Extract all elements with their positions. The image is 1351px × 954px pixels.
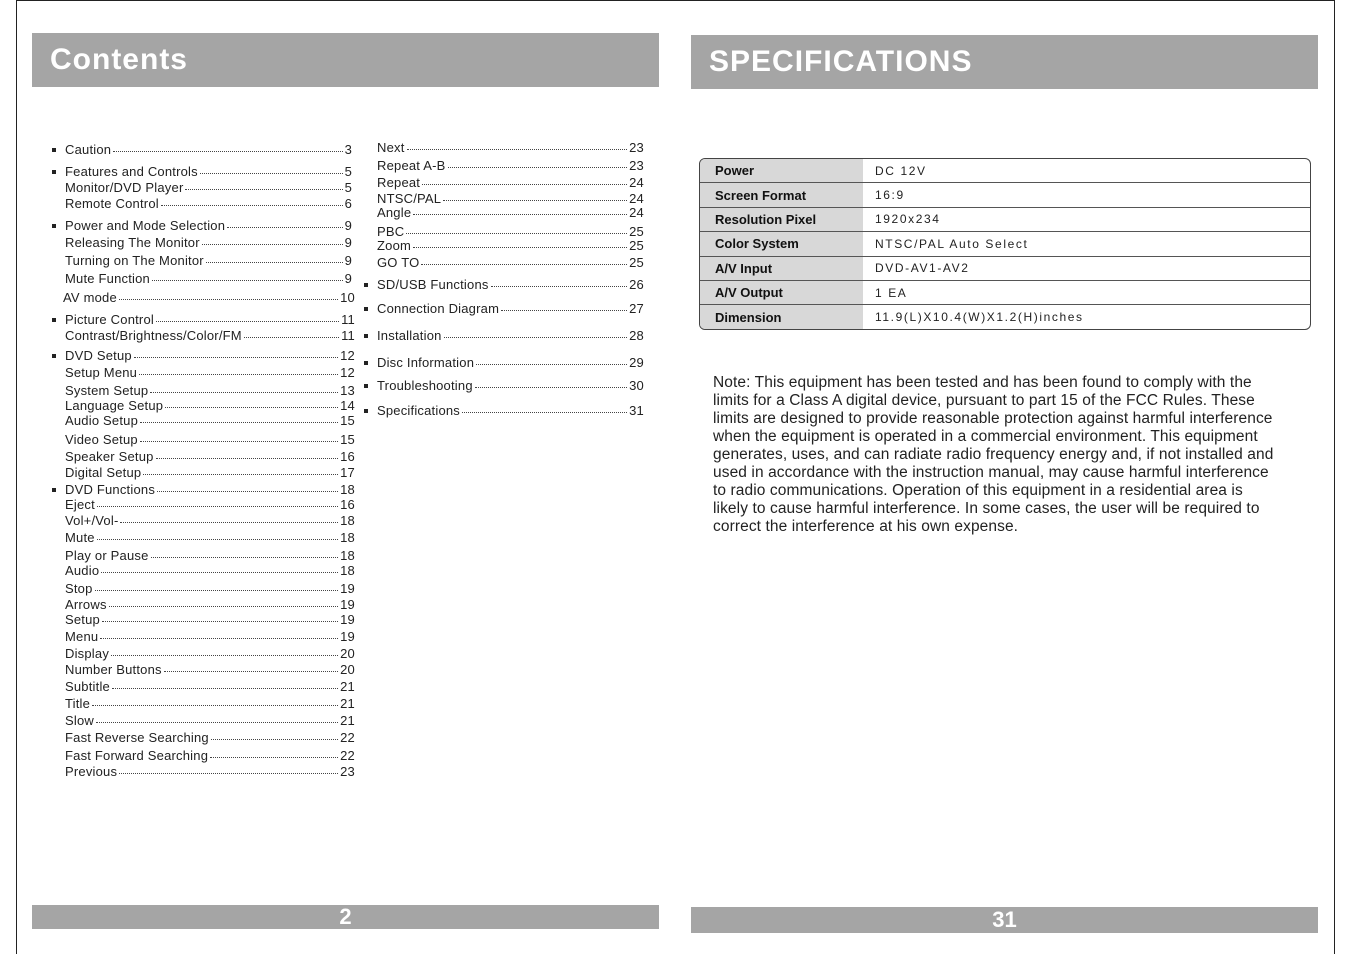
toc-entry xyxy=(377,403,644,418)
toc-entry xyxy=(65,180,352,195)
toc-entry xyxy=(65,432,355,447)
toc-page-number: 9 xyxy=(344,218,352,233)
toc-entry xyxy=(377,255,644,270)
dot-leader xyxy=(92,696,338,706)
spec-row xyxy=(700,232,1310,256)
bullet-icon xyxy=(364,384,368,388)
bullet-icon xyxy=(364,361,368,365)
toc-page-number: 16 xyxy=(340,449,355,464)
toc-label: Power and Mode Selection xyxy=(65,218,226,233)
dot-leader xyxy=(161,196,343,206)
dot-leader xyxy=(151,548,339,558)
dot-leader xyxy=(165,398,338,408)
dot-leader xyxy=(407,140,628,150)
toc-entry xyxy=(65,365,355,380)
dot-leader xyxy=(150,383,338,393)
toc-page-number: 9 xyxy=(344,235,352,250)
toc-label: Angle xyxy=(377,205,412,220)
toc-page-number: 22 xyxy=(340,730,355,745)
toc-label: Contrast/Brightness/Color/FM xyxy=(65,328,242,343)
toc-page-number: 20 xyxy=(340,646,355,661)
dot-leader xyxy=(140,413,338,423)
spec-row xyxy=(700,305,1310,328)
spec-row xyxy=(700,159,1310,183)
toc-entry xyxy=(65,748,355,763)
toc-label: Subtitle xyxy=(65,679,110,694)
toc-page-number: 19 xyxy=(340,612,355,627)
toc-page-number: 11 xyxy=(341,312,355,327)
dot-leader xyxy=(406,224,627,234)
toc-label: Previous xyxy=(65,764,118,779)
toc-entry xyxy=(65,348,355,363)
bullet-icon xyxy=(364,334,368,338)
toc-page-number: 15 xyxy=(340,413,355,428)
toc-label: Remote Control xyxy=(65,196,159,211)
toc-label: DVD Setup xyxy=(65,348,132,363)
dot-leader xyxy=(102,612,338,622)
dot-leader xyxy=(210,748,338,758)
toc-page-number: 21 xyxy=(340,679,355,694)
toc-entry xyxy=(65,196,352,211)
toc-label: Menu xyxy=(65,629,99,644)
right-page-footer xyxy=(691,907,1318,933)
toc-label: Vol+/Vol- xyxy=(65,513,119,528)
contents-title: Contents xyxy=(50,43,188,76)
bullet-icon xyxy=(52,354,56,358)
dot-leader xyxy=(157,482,338,492)
toc-label: Releasing The Monitor xyxy=(65,235,200,250)
toc-label: Specifications xyxy=(377,403,461,418)
right-page-edge xyxy=(1334,0,1335,954)
toc-entry xyxy=(65,679,355,694)
bullet-icon xyxy=(364,283,368,287)
toc-label: Installation xyxy=(377,328,442,343)
toc-label: Audio xyxy=(65,563,100,578)
toc-label: Digital Setup xyxy=(65,465,142,480)
toc-page-number: 24 xyxy=(629,205,644,220)
toc-label: Play or Pause xyxy=(65,548,149,563)
right-page-number: 31 xyxy=(992,907,1017,932)
toc-label: Arrows xyxy=(65,597,107,612)
dot-leader xyxy=(97,497,338,507)
toc-label: Turning on The Monitor xyxy=(65,253,204,268)
toc-entry xyxy=(377,158,644,173)
spec-value: NTSC/PAL Auto Select xyxy=(875,236,1029,251)
dot-leader xyxy=(113,142,342,152)
bullet-icon xyxy=(52,224,56,228)
toc-entry xyxy=(65,398,355,413)
toc-page-number: 3 xyxy=(344,142,352,157)
toc-page-number: 20 xyxy=(340,662,355,677)
dot-leader xyxy=(491,277,628,287)
dot-leader xyxy=(448,158,628,168)
toc-entry xyxy=(65,164,352,179)
spec-value: DVD-AV1-AV2 xyxy=(875,261,970,276)
contents-header xyxy=(32,33,659,87)
toc-page-number: 25 xyxy=(629,255,644,270)
dot-leader xyxy=(476,355,627,365)
toc-page-number: 31 xyxy=(629,403,644,418)
toc-page-number: 19 xyxy=(340,629,355,644)
toc-label: AV mode xyxy=(63,290,117,305)
toc-label: Setup Menu xyxy=(65,365,138,380)
toc-entry xyxy=(377,140,644,155)
toc-page-number: 18 xyxy=(340,513,355,528)
dot-leader xyxy=(475,378,627,388)
toc-page-number: 18 xyxy=(340,563,355,578)
toc-label: Stop xyxy=(65,581,93,596)
dot-leader xyxy=(244,328,339,338)
spec-value: 11.9(L)X10.4(W)X1.2(H)inches xyxy=(875,310,1084,325)
toc-entry xyxy=(65,662,355,677)
toc-entry xyxy=(65,764,355,779)
spec-row xyxy=(700,257,1310,281)
toc-entry xyxy=(65,597,355,612)
toc-entry xyxy=(65,646,355,661)
left-page-edge xyxy=(16,0,17,954)
toc-entry xyxy=(65,482,355,497)
bullet-icon xyxy=(364,409,368,413)
toc-entry xyxy=(377,328,644,343)
toc-page-number: 28 xyxy=(629,328,644,343)
toc-page-number: 18 xyxy=(340,548,355,563)
fcc-note: Note: This equipment has been tested and has been found to comply with the limits for a Class A digital device, pursuant to part 15 of the FCC Rules. These limits are designed to provide reasonable protection against harmful interference when the equipment is operated in a commercial environment. This equipment generates, uses, and can radiate radio frequency energy and, if not installed and used in accordance with the instruction manual, may cause harmful interference to radio communications. Operation of this equipment in a residential area is likely to cause harmful interference. In some cases, the user will be required to correct the interference at his own expense. xyxy=(713,374,1274,535)
dot-leader xyxy=(200,164,343,174)
dot-leader xyxy=(413,238,627,248)
dot-leader xyxy=(95,581,339,591)
toc-label: Display xyxy=(65,646,110,661)
dot-leader xyxy=(164,662,338,672)
toc-label: Troubleshooting xyxy=(377,378,473,393)
toc-page-number: 17 xyxy=(340,465,355,480)
bullet-icon xyxy=(52,148,56,152)
dot-leader xyxy=(152,271,343,281)
toc-label: Fast Reverse Searching xyxy=(65,730,209,745)
toc-page-number: 27 xyxy=(629,301,644,316)
dot-leader xyxy=(462,403,627,413)
toc-label: Number Buttons xyxy=(65,662,162,677)
dot-leader xyxy=(202,235,343,245)
toc-entry xyxy=(65,629,355,644)
toc-entry xyxy=(65,563,355,578)
toc-page-number: 30 xyxy=(629,378,644,393)
spec-name: A/V Output xyxy=(700,281,863,304)
bullet-icon xyxy=(52,170,56,174)
toc-label: Picture Control xyxy=(65,312,154,327)
dot-leader xyxy=(444,328,628,338)
dot-leader xyxy=(443,191,627,201)
dot-leader xyxy=(206,253,343,263)
toc-page-number: 12 xyxy=(340,348,355,363)
toc-entry xyxy=(65,312,355,327)
toc-label: SD/USB Functions xyxy=(377,277,489,292)
toc-label: Language Setup xyxy=(65,398,164,413)
toc-entry xyxy=(65,612,355,627)
toc-page-number: 19 xyxy=(340,597,355,612)
toc-page-number: 23 xyxy=(629,158,644,173)
dot-leader xyxy=(211,730,338,740)
toc-entry xyxy=(65,465,355,480)
toc-label: NTSC/PAL xyxy=(377,191,442,206)
toc-label: Speaker Setup xyxy=(65,449,154,464)
dot-leader xyxy=(120,513,338,523)
toc-page-number: 14 xyxy=(340,398,355,413)
dot-leader xyxy=(413,205,627,215)
toc-label: Video Setup xyxy=(65,432,138,447)
dot-leader xyxy=(134,348,338,358)
toc-page-number: 15 xyxy=(340,432,355,447)
dot-leader xyxy=(100,629,338,639)
toc-entry xyxy=(65,730,355,745)
toc-entry xyxy=(63,290,355,305)
toc-page-number: 25 xyxy=(629,238,644,253)
toc-entry xyxy=(65,696,355,711)
toc-label: Disc Information xyxy=(377,355,475,370)
dot-leader xyxy=(185,180,342,190)
toc-entry xyxy=(65,713,355,728)
toc-label: DVD Functions xyxy=(65,482,156,497)
left-page-footer xyxy=(32,905,659,929)
dot-leader xyxy=(96,713,338,723)
dot-leader xyxy=(119,290,338,300)
toc-label: Fast Forward Searching xyxy=(65,748,209,763)
spec-row xyxy=(700,281,1310,305)
toc-entry xyxy=(65,253,352,268)
toc-label: Features and Controls xyxy=(65,164,198,179)
bullet-icon xyxy=(52,318,56,322)
toc-entry xyxy=(65,548,355,563)
spec-row xyxy=(700,183,1310,207)
toc-entry xyxy=(65,581,355,596)
spec-value: DC 12V xyxy=(875,163,927,178)
toc-entry xyxy=(377,301,644,316)
specifications-header xyxy=(691,35,1318,89)
bullet-icon xyxy=(364,307,368,311)
specifications-table xyxy=(699,158,1311,330)
left-page-number: 2 xyxy=(339,904,352,929)
toc-page-number: 19 xyxy=(340,581,355,596)
dot-leader xyxy=(422,175,627,185)
toc-label: Title xyxy=(65,696,91,711)
toc-page-number: 18 xyxy=(340,482,355,497)
dot-leader xyxy=(112,679,338,689)
toc-label: Mute Function xyxy=(65,271,150,286)
spec-name: Screen Format xyxy=(700,183,863,206)
toc-label: System Setup xyxy=(65,383,149,398)
spec-name: Power xyxy=(700,159,863,182)
toc-page-number: 21 xyxy=(340,696,355,711)
dot-leader xyxy=(111,646,338,656)
toc-entry xyxy=(65,271,352,286)
toc-page-number: 24 xyxy=(629,175,644,190)
toc-entry xyxy=(65,235,352,250)
toc-page-number: 24 xyxy=(629,191,644,206)
dot-leader xyxy=(119,764,338,774)
dot-leader xyxy=(143,465,338,475)
bullet-icon xyxy=(52,488,56,492)
toc-label: Connection Diagram xyxy=(377,301,500,316)
dot-leader xyxy=(421,255,627,265)
toc-entry xyxy=(377,238,644,253)
dot-leader xyxy=(227,218,342,228)
toc-label: Mute xyxy=(65,530,95,545)
toc-page-number: 22 xyxy=(340,748,355,763)
toc-label: Zoom xyxy=(377,238,412,253)
toc-page-number: 9 xyxy=(344,253,352,268)
toc-entry xyxy=(377,191,644,206)
toc-entry xyxy=(377,378,644,393)
toc-page-number: 21 xyxy=(340,713,355,728)
spec-name: A/V Input xyxy=(700,257,863,280)
toc-page-number: 26 xyxy=(629,277,644,292)
toc-page-number: 5 xyxy=(344,164,352,179)
dot-leader xyxy=(139,365,338,375)
dot-leader xyxy=(156,312,339,322)
dot-leader xyxy=(97,530,338,540)
toc-label: GO TO xyxy=(377,255,420,270)
toc-entry xyxy=(65,142,352,157)
toc-label: PBC xyxy=(377,224,405,239)
toc-page-number: 23 xyxy=(629,140,644,155)
toc-label: Repeat xyxy=(377,175,421,190)
specifications-title: SPECIFICATIONS xyxy=(709,45,973,78)
toc-entry xyxy=(65,530,355,545)
spec-value: 16:9 xyxy=(875,188,905,203)
toc-page-number: 10 xyxy=(340,290,355,305)
toc-label: Eject xyxy=(65,497,95,512)
toc-label: Audio Setup xyxy=(65,413,139,428)
toc-page-number: 5 xyxy=(344,180,352,195)
toc-entry xyxy=(65,513,355,528)
toc-page-number: 12 xyxy=(340,365,355,380)
toc-label: Caution xyxy=(65,142,112,157)
toc-entry xyxy=(65,218,352,233)
dot-leader xyxy=(101,563,338,573)
toc-entry xyxy=(377,355,644,370)
toc-label: Slow xyxy=(65,713,94,728)
toc-entry xyxy=(65,383,355,398)
toc-label: Monitor/DVD Player xyxy=(65,180,184,195)
toc-page-number: 23 xyxy=(340,764,355,779)
dot-leader xyxy=(109,597,338,607)
toc-label: Repeat A-B xyxy=(377,158,446,173)
spec-name: Dimension xyxy=(700,305,863,328)
toc-entry xyxy=(65,413,355,428)
toc-page-number: 11 xyxy=(341,328,355,343)
toc-page-number: 29 xyxy=(629,355,644,370)
dot-leader xyxy=(156,449,339,459)
toc-page-number: 16 xyxy=(340,497,355,512)
spec-name: Resolution Pixel xyxy=(700,208,863,231)
dot-leader xyxy=(140,432,338,442)
toc-page-number: 18 xyxy=(340,530,355,545)
toc-page-number: 25 xyxy=(629,224,644,239)
top-edge xyxy=(16,0,1334,1)
toc-page-number: 6 xyxy=(344,196,352,211)
toc-entry xyxy=(377,277,644,292)
spec-value: 1920x234 xyxy=(875,212,941,227)
toc-page-number: 13 xyxy=(340,383,355,398)
dot-leader xyxy=(501,301,627,311)
toc-page-number: 9 xyxy=(344,271,352,286)
toc-entry xyxy=(65,497,355,512)
toc-label: Next xyxy=(377,140,405,155)
toc-label: Setup xyxy=(65,612,100,627)
toc-entry xyxy=(377,205,644,220)
spec-value: 1 EA xyxy=(875,285,908,300)
toc-entry xyxy=(377,175,644,190)
toc-entry xyxy=(65,449,355,464)
toc-entry xyxy=(377,224,644,239)
spec-name: Color System xyxy=(700,232,863,255)
toc-entry xyxy=(65,328,355,343)
spec-row xyxy=(700,208,1310,232)
